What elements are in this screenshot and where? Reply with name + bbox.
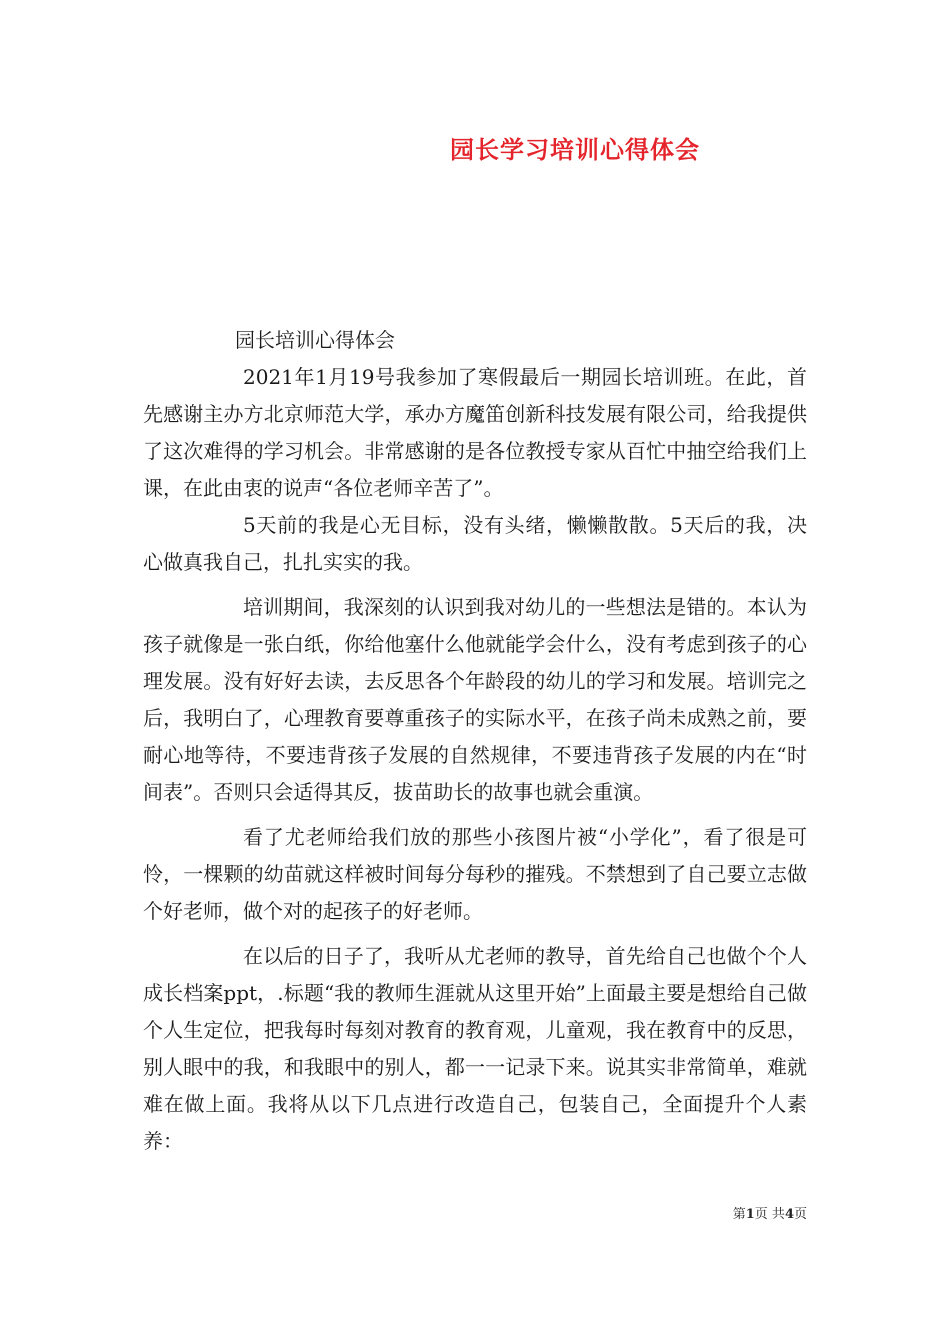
footer-current-page: 1 (745, 1207, 755, 1222)
footer-prefix: 第 (732, 1207, 746, 1222)
page-footer (0, 1203, 807, 1222)
paragraph-3: 培训期间，我深刻的认识到我对幼儿的一些想法是错的。本认为孩子就像是一张白纸，你给他塞什么他就能学会什么，没有考虑到孩子的心理发展。没有好好去读，去反思各个年龄段的幼儿的学习和发展。培训完之后，我明白了，心理教育要尊重孩子的实际水平，在孩子尚未成熟之前，要耐心地等待，不要违背孩子发展的自然规律，不要违背孩子发展的内在“时间表”。否则只会适得其反，拔苗助长的故事也就会重演。 (143, 595, 807, 804)
footer-total-pages: 4 (784, 1207, 794, 1222)
paragraph-1: 2021年1月19号我参加了寒假最后一期园长培训班。在此，首先感谢主办方北京师范大学，承办方魔笛创新科技发展有限公司，给我提供了这次难得的学习机会。非常感谢的是各位教授专家从百忙中抽空给我们上课，在此由衷的说声“各位老师辛苦了”。 (143, 365, 807, 500)
paragraph-4: 看了尤老师给我们放的那些小孩图片被“小学化”，看了很是可怜，一棵颗的幼苗就这样被时间每分每秒的摧残。不禁想到了自己要立志做个好老师，做个对的起孩子的好老师。 (143, 825, 807, 923)
footer-middle: 页 共 (754, 1207, 785, 1222)
paragraph-2: 5天前的我是心无目标，没有头绪，懒懒散散。5天后的我，决心做真我自己，扎扎实实的我。 (143, 513, 807, 574)
document-title: 园长学习培训心得体会 (450, 135, 700, 164)
document-body (143, 322, 807, 1160)
paragraph-5: 在以后的日子了，我听从尤老师的教导，首先给自己也做个个人成长档案ppt，.标题“我的教师生涯就从这里开始”上面最主要是想给自己做个人生定位，把我每时每刻对教育的教育观，儿童观，我在教育中的反思，别人眼中的我，和我眼中的别人，都一一记录下来。说其实非常简单，难就难在做上面。我将从以下几点进行改造自己，包装自己，全面提升个人素养： (143, 944, 807, 1153)
footer-suffix: 页 (793, 1207, 807, 1222)
document-subtitle: 园长培训心得体会 (235, 328, 395, 352)
